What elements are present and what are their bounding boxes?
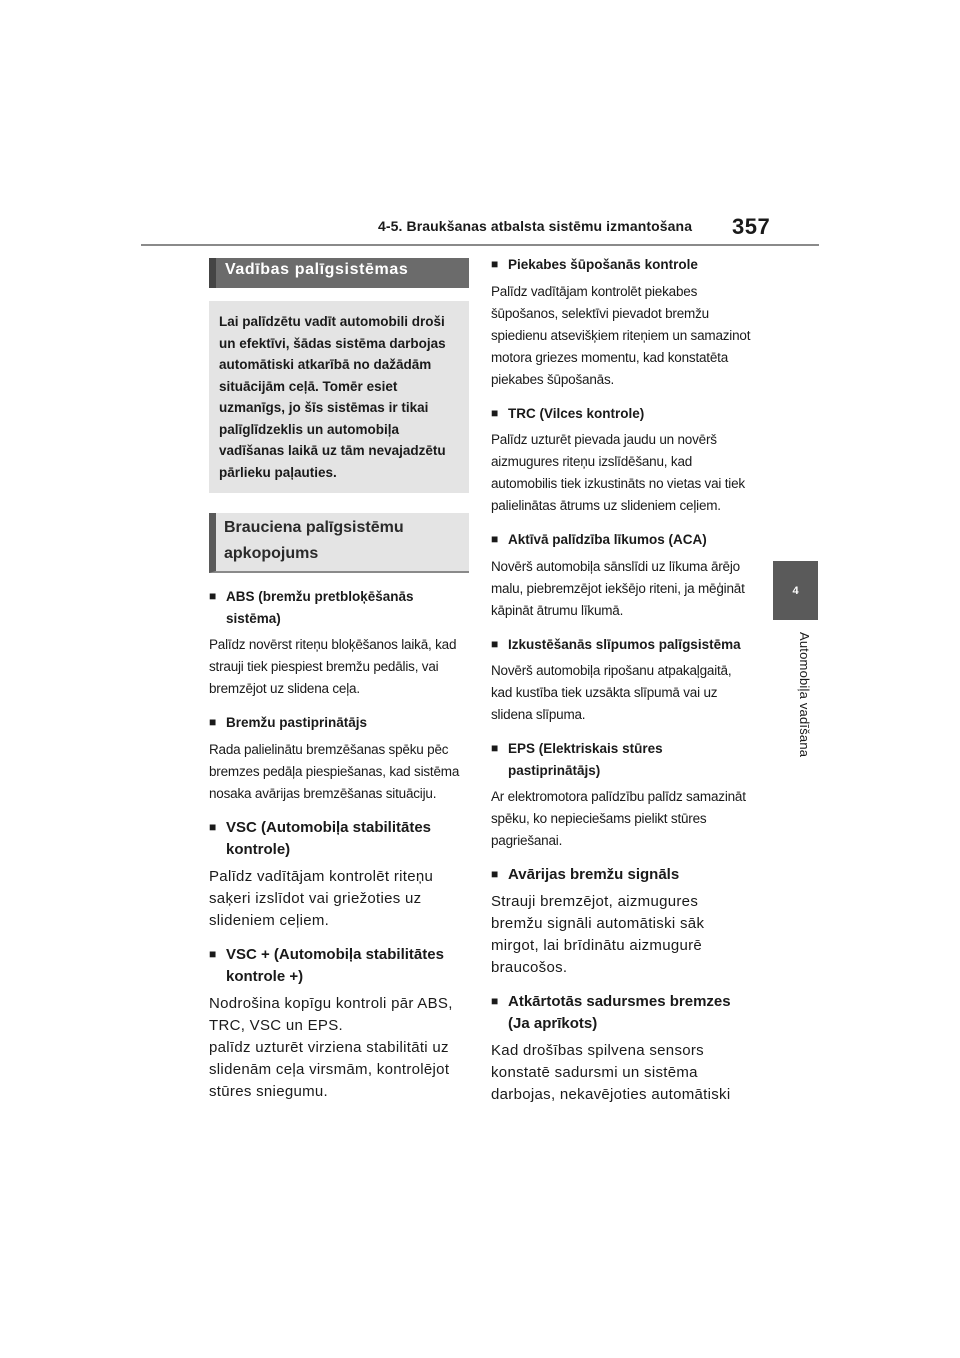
section-abs <box>209 586 469 700</box>
section-aca <box>491 529 753 622</box>
heading-text: Piekabes šūpošanās kontrole <box>508 257 698 272</box>
section-eps <box>491 738 753 852</box>
summary-banner: Brauciena palīgsistēmu apkopojums <box>209 513 469 573</box>
chapter-side-label: Automobiļa vadīšana <box>797 632 812 758</box>
bullet-square-icon: ■ <box>491 741 499 755</box>
section-heading <box>491 403 753 425</box>
section-body: Palīdz uzturēt pievada jaudu un novērš aizmugures riteņu izslīdēšanu, kad automobilis tiek izkustināts no vietas vai tiek palielinātas ātrums uz slideniem ceļiem. <box>491 432 745 513</box>
section-body: Palīdz novērst riteņu bloķēšanos laikā, kad strauji tiek piespiest bremžu pedālis, vai bremzējot uz slidena ceļa. <box>209 637 457 696</box>
header-divider <box>141 244 819 246</box>
bullet-square-icon: ■ <box>491 867 499 881</box>
section-heading <box>209 586 469 629</box>
section-banner: Vadības palīgsistēmas <box>209 258 469 288</box>
chapter-tab: 4 <box>773 561 818 620</box>
heading-text: Bremžu pastiprinātājs <box>226 715 368 730</box>
heading-text: Avārijas bremžu signāls <box>508 866 680 883</box>
section-body: Ar elektromotora palīdzību palīdz samazināt spēku, ko nepieciešams pielikt stūres pagriešanai. <box>491 789 746 848</box>
bullet-square-icon: ■ <box>209 946 217 961</box>
heading-text: Atkārtotās sadursmes bremzes (Ja aprīkots) <box>508 993 731 1032</box>
section-body: Palīdz vadītājam kontrolēt riteņu saķeri izslīdot vai griežoties uz slideniem ceļiem. <box>209 867 434 929</box>
section-heading <box>491 529 753 551</box>
bullet-square-icon: ■ <box>491 405 499 420</box>
bullet-square-icon: ■ <box>209 589 217 603</box>
bullet-square-icon: ■ <box>209 715 217 729</box>
bullet-square-icon: ■ <box>491 257 499 271</box>
section-body-continued: palīdz uzturēt virziena stabilitāti uz slidenām ceļa virsmām, kontrolējot stūres sniegumu. <box>209 1038 450 1100</box>
section-body: Nodrošina kopīgu kontroli pār ABS, TRC, VSC un EPS. <box>209 994 453 1034</box>
section-heading <box>209 712 469 734</box>
bullet-square-icon: ■ <box>491 994 499 1008</box>
section-trc <box>491 403 753 518</box>
heading-text: ABS (bremžu pretbloķēšanās sistēma) <box>226 589 414 626</box>
page-number: 357 <box>732 214 771 239</box>
section-trailer-sway <box>491 254 753 391</box>
section-brake-assist <box>209 712 469 805</box>
heading-text: VSC (Automobiļa stabilitātes kontrole) <box>226 818 432 858</box>
section-emergency-brake-signal <box>491 864 753 979</box>
section-heading <box>491 634 753 656</box>
section-hill-start <box>491 634 753 727</box>
heading-text: EPS (Elektriskais stūres pastiprinātājs) <box>508 741 663 778</box>
section-heading <box>491 864 753 886</box>
section-vsc <box>209 817 469 932</box>
heading-text: Izkustēšanās slīpumos palīgsistēma <box>508 636 741 652</box>
section-secondary-collision-brake <box>491 991 753 1106</box>
section-heading <box>491 991 753 1035</box>
section-body: Novērš automobiļa ripošanu atpakaļgaitā, kad kustība tiek uzsākta slīpumā vai uz slidena slīpuma. <box>491 663 732 722</box>
section-body: Novērš automobiļa sānslīdi uz līkuma ārējo malu, piebremzējot iekšējo riteni, ja mēģināt kāpināt ātrumu līkumā. <box>491 558 745 618</box>
section-heading <box>491 738 753 781</box>
section-heading <box>491 254 753 276</box>
section-body: Kad drošības spilvena sensors konstatē sadursmi un sistēma darbojas, nekavējoties automātiski <box>491 1042 731 1103</box>
intro-box: Lai palīdzētu vadīt automobili droši un efektīvi, šādas sistēma darbojas automātiski atkarībā no dažādām situācijām ceļā. Tomēr esiet uzmanīgs, jo šīs sistēmas ir tikai palīglīdzeklis un automobiļa vadīšanas laikā uz tām nevajadzētu pārlieku paļauties. <box>209 301 469 493</box>
heading-text: VSC + (Automobiļa stabilitātes kontrole +) <box>226 945 444 985</box>
section-vsc-plus <box>209 944 469 1103</box>
section-heading <box>209 944 469 988</box>
section-body: Strauji bremzējot, aizmugures bremžu signāli automātiski sāk mirgot, lai brīdinātu aizmugurē braucošos. <box>491 893 705 976</box>
bullet-square-icon: ■ <box>209 819 217 834</box>
heading-text: TRC (Vilces kontrole) <box>508 405 645 421</box>
section-body: Palīdz vadītājam kontrolēt piekabes šūpošanos, selektīvi pievadot bremžu spiedienu atsevišķiem riteņiem un samazinot motora griezes momentu, kad konstatēta piekabes šūpošanās. <box>491 283 751 387</box>
section-heading <box>209 817 469 861</box>
heading-text: Aktīvā palīdzība līkumos (ACA) <box>508 532 707 547</box>
right-column <box>491 254 753 1106</box>
left-column <box>209 258 469 1103</box>
bullet-square-icon: ■ <box>491 532 499 546</box>
bullet-square-icon: ■ <box>491 636 499 651</box>
section-body: Rada palielinātu bremzēšanas spēku pēc bremzes pedāļa piespiešanas, kad sistēma nosaka avārijas bremzēšanas situāciju. <box>209 741 460 801</box>
running-header: 4-5. Braukšanas atbalsta sistēmu izmantošana <box>378 218 693 234</box>
